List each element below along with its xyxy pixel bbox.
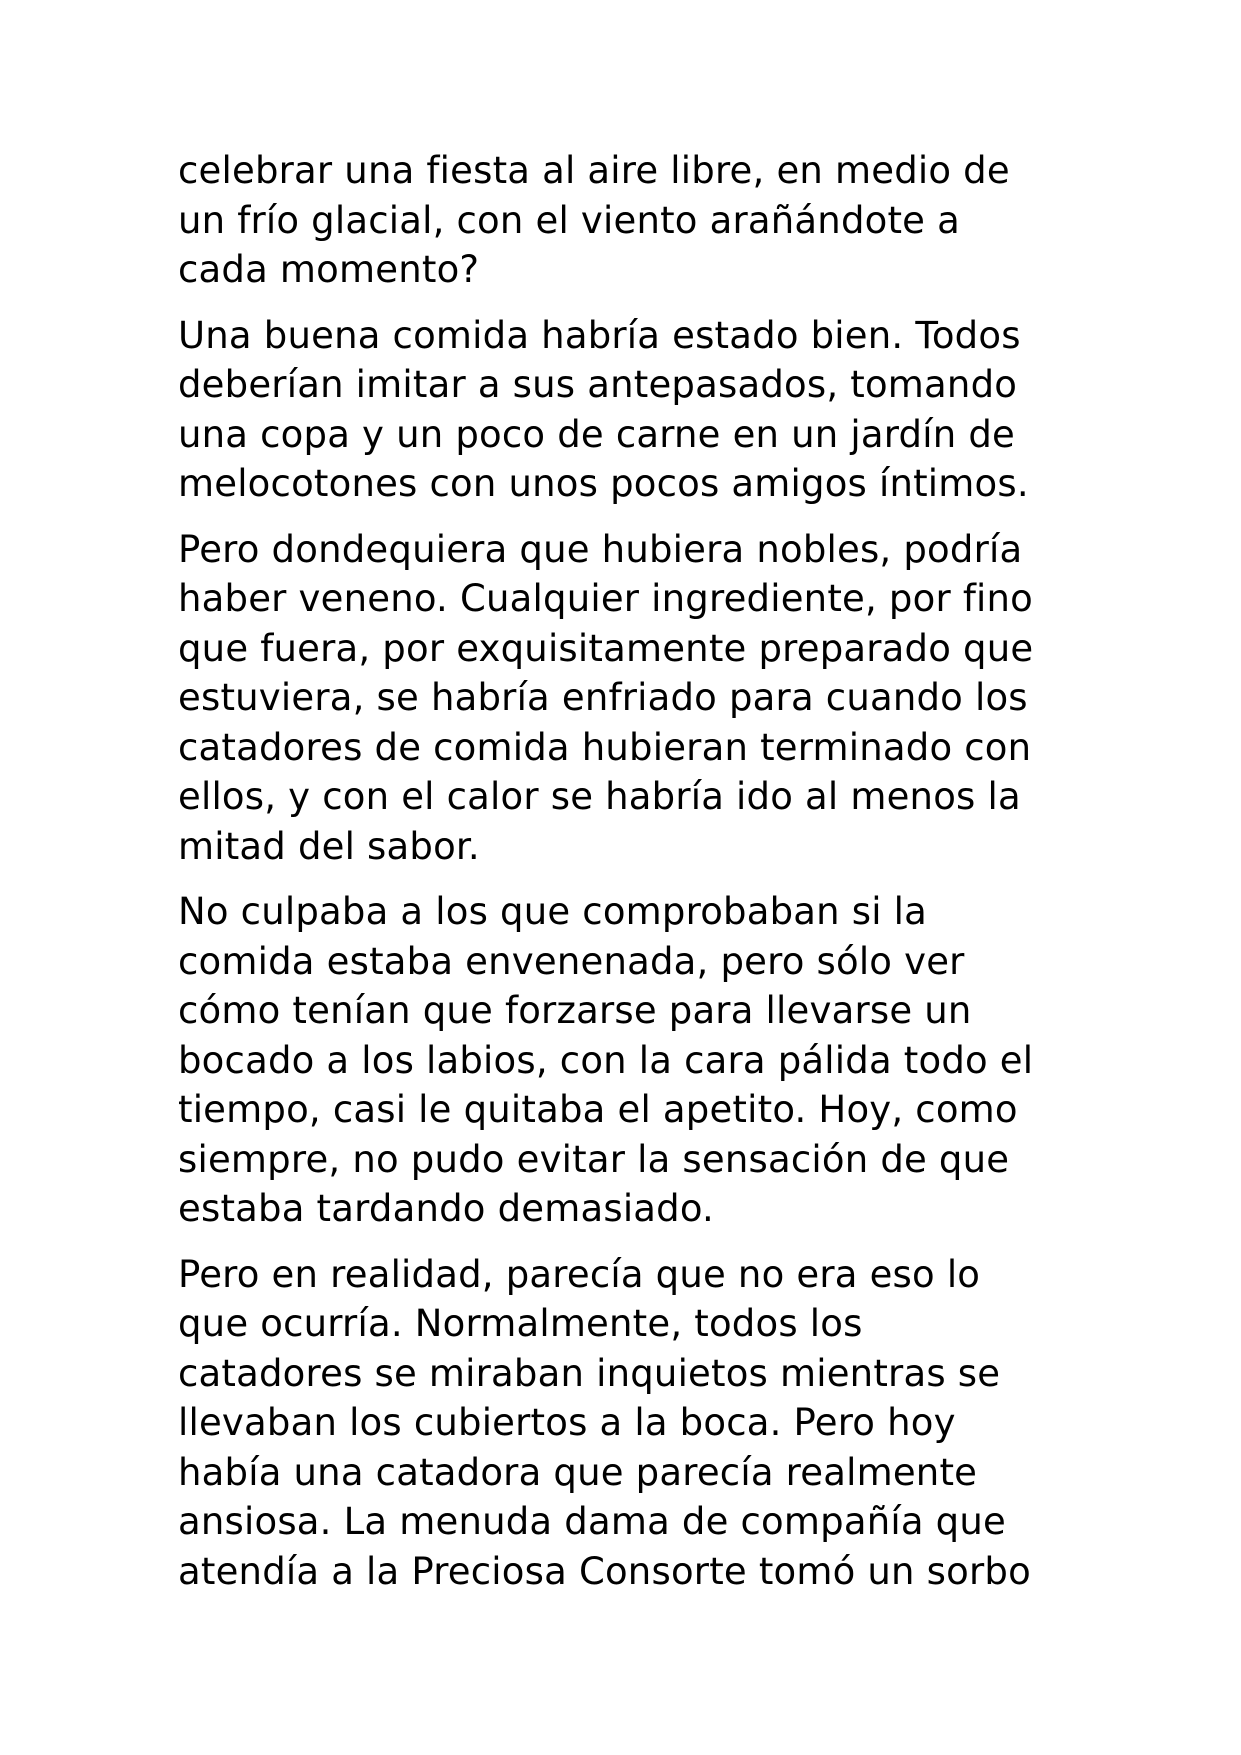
text-line: una copa y un poco de carne en un jardín de	[178, 412, 1015, 456]
text-line: haber veneno. Cualquier ingrediente, por fino	[178, 577, 1034, 620]
text-line: mitad del sabor.	[178, 824, 480, 868]
text-line: cómo tenían que forzarse para llevarse un	[178, 989, 972, 1032]
text-line: atendía a la Preciosa Consorte tomó un sorbo	[178, 1549, 1031, 1593]
paragraph-2	[178, 311, 1078, 509]
text-line: Una buena comida habría estado bien. Todos	[178, 313, 1021, 357]
text-line: que fuera, por exquisitamente preparado que	[178, 626, 1034, 670]
text-line: siempre, no pudo evitar la sensación de que	[178, 1137, 1010, 1181]
paragraph-4	[178, 887, 1078, 1234]
paragraph-1	[178, 146, 1078, 295]
text-line: un frío glacial, con el viento arañándote a	[178, 198, 960, 242]
text-line: celebrar una fiesta al aire libre, en medio de	[178, 149, 1010, 192]
text-line: comida estaba envenenada, pero sólo ver	[178, 939, 965, 983]
text-line: que ocurría. Normalmente, todos los	[178, 1302, 863, 1345]
text-line: Pero en realidad, parecía que no era eso lo	[178, 1252, 981, 1296]
text-line: estaba tardando demasiado.	[178, 1187, 715, 1230]
text-line: ellos, y con el calor se habría ido al menos la	[178, 775, 1021, 818]
text-line: estuviera, se habría enfriado para cuando los	[178, 676, 1028, 719]
paragraph-3	[178, 525, 1078, 872]
text-line: tiempo, casi le quitaba el apetito. Hoy, como	[178, 1088, 1018, 1131]
text-line: Pero dondequiera que hubiera nobles, podría	[178, 527, 1023, 571]
text-line: deberían imitar a sus antepasados, tomando	[178, 363, 1018, 406]
text-line: cada momento?	[178, 248, 480, 291]
text-line: catadores de comida hubieran terminado con	[178, 725, 1032, 769]
text-line: ansiosa. La menuda dama de compañía que	[178, 1500, 1006, 1543]
text-line: No culpaba a los que comprobaban si la	[178, 890, 928, 933]
text-line: había una catadora que parecía realmente	[178, 1450, 978, 1494]
text-line: llevaban los cubiertos a la boca. Pero hoy	[178, 1401, 956, 1444]
document-page	[178, 146, 1078, 1612]
paragraph-5	[178, 1250, 1078, 1597]
text-line: bocado a los labios, con la cara pálida todo el	[178, 1038, 1034, 1082]
text-line: catadores se miraban inquietos mientras se	[178, 1351, 1001, 1395]
text-line: melocotones con unos pocos amigos íntimos.	[178, 462, 1029, 505]
